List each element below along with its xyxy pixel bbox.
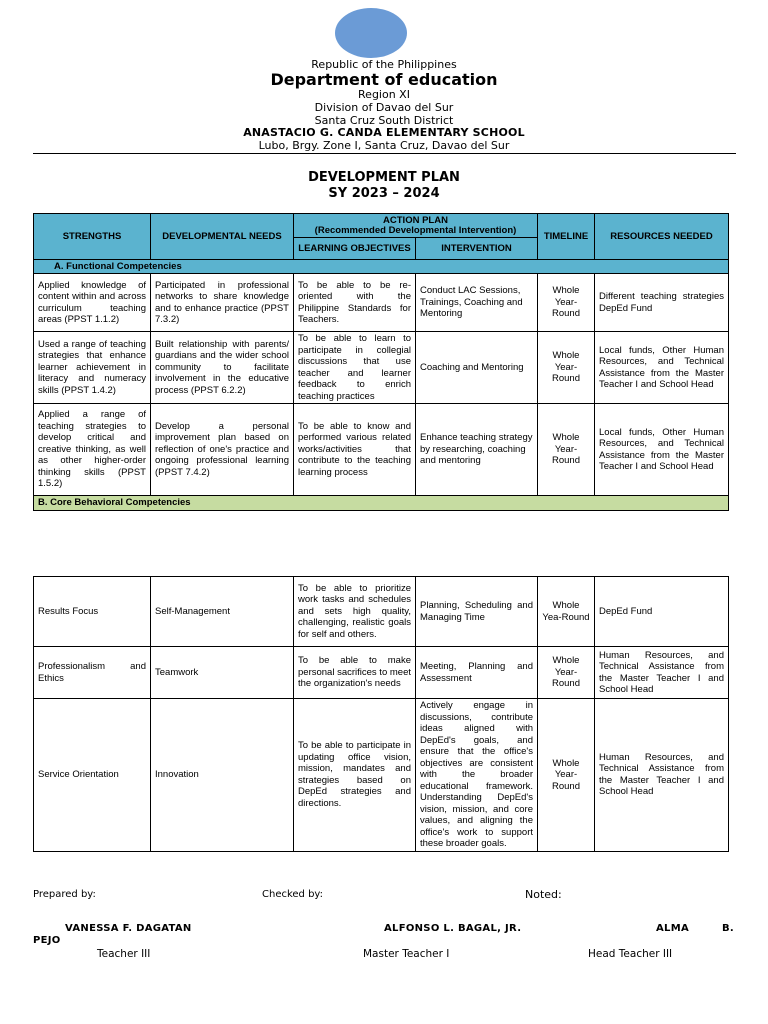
cell-intervention: Planning, Scheduling and Managing Time bbox=[416, 577, 538, 647]
plan-title: DEVELOPMENT PLAN bbox=[308, 170, 460, 185]
cell-objectives: To be able to learn to participate in collegial discussions that use teacher and learner feedback to enrich teaching practices bbox=[294, 332, 416, 404]
plan-table-functional bbox=[33, 213, 729, 511]
cell-needs: Teamwork bbox=[151, 647, 294, 699]
cell-timeline: Whole Year-Round bbox=[538, 404, 595, 496]
cell-resources: Local funds, Other Human Resources, and Technical Assistance from the Master Teacher I and School Head bbox=[595, 404, 729, 496]
header-learning-objectives: LEARNING OBJECTIVES bbox=[294, 238, 416, 260]
cell-resources: Different teaching strategies DepEd Fund bbox=[595, 274, 729, 332]
cell-resources: Human Resources, and Technical Assistance from the Master Teacher I and School Head bbox=[595, 647, 729, 699]
noted-by-name-initial: B. bbox=[722, 923, 735, 934]
cell-objectives: To be able to be re-oriented with the Philippine Standards for Teachers. bbox=[294, 274, 416, 332]
cell-timeline: Whole Yea-Round bbox=[538, 577, 595, 647]
cell-strengths: Service Orientation bbox=[34, 699, 151, 852]
cell-needs: Innovation bbox=[151, 699, 294, 852]
section-a-label: A. Functional Competencies bbox=[34, 260, 729, 274]
header-action-plan-title: ACTION PLAN bbox=[383, 214, 448, 226]
country-line: Republic of the Philippines bbox=[311, 58, 457, 71]
cell-objectives: To be able to prioritize work tasks and schedules and sets high quality, challenging, realistic goals for self and others. bbox=[294, 577, 416, 647]
cell-strengths: Applied a range of teaching strategies to develop critical and creative thinking, as well as other higher-order thinking skills (PPST 1.5.2) bbox=[34, 404, 151, 496]
cell-strengths: Applied knowledge of content within and across curriculum teaching areas (PPST 1.1.2) bbox=[34, 274, 151, 332]
cell-intervention: Conduct LAC Sessions, Trainings, Coaching and Mentoring bbox=[416, 274, 538, 332]
cell-timeline: Whole Year-Round bbox=[538, 647, 595, 699]
noted-label: Noted: bbox=[525, 888, 562, 901]
school-name: ANASTACIO G. CANDA ELEMENTARY SCHOOL bbox=[243, 126, 525, 139]
cell-objectives: To be able to know and performed various related works/activities that contribute to the teaching learning process bbox=[294, 404, 416, 496]
cell-timeline: Whole Year-Round bbox=[538, 332, 595, 404]
cell-intervention: Coaching and Mentoring bbox=[416, 332, 538, 404]
cell-needs: Participated in professional networks to share knowledge and to enhance practice (PPST 7.3.2) bbox=[151, 274, 294, 332]
checked-by-position: Master Teacher I bbox=[363, 948, 450, 960]
cell-needs: Develop a personal improvement plan based on reflection of one's practice and ongoing professional learning (PPST 7.4.2) bbox=[151, 404, 294, 496]
cell-resources: Human Resources, and Technical Assistance from the Master Teacher I and School Head bbox=[595, 699, 729, 852]
prepared-by-name: VANESSA F. DAGATAN bbox=[65, 923, 192, 934]
cell-strengths: Professionalism and Ethics bbox=[34, 647, 151, 699]
header-timeline: TIMELINE bbox=[538, 214, 595, 260]
cell-objectives: To be able to make personal sacrifices to meet the organization's needs bbox=[294, 647, 416, 699]
header-resources-needed: RESOURCES NEEDED bbox=[595, 214, 729, 260]
plan-school-year: SY 2023 – 2024 bbox=[328, 186, 440, 201]
cell-resources: Local funds, Other Human Resources, and Technical Assistance from the Master Teacher I and School Head bbox=[595, 332, 729, 404]
deped-seal bbox=[335, 8, 407, 58]
cell-needs: Self-Management bbox=[151, 577, 294, 647]
section-b-label: B. Core Behavioral Competencies bbox=[34, 496, 729, 511]
cell-timeline: Whole Year-Round bbox=[538, 699, 595, 852]
cell-intervention: Enhance teaching strategy by researching, coaching and mentoring bbox=[416, 404, 538, 496]
district-line: Santa Cruz South District bbox=[314, 114, 454, 127]
region-line: Region XI bbox=[358, 88, 410, 101]
header-strengths: STRENGTHS bbox=[34, 214, 151, 260]
noted-by-position: Head Teacher III bbox=[588, 948, 673, 960]
noted-by-name-last: PEJO bbox=[33, 935, 61, 946]
prepared-by-label: Prepared by: bbox=[33, 889, 96, 900]
header-action-plan bbox=[294, 214, 538, 238]
cell-strengths: Used a range of teaching strategies that enhance learner achievement in literacy and numeracy skills (PPST 1.4.2) bbox=[34, 332, 151, 404]
cell-objectives: To be able to participate in updating office vision, mission, mandates and strategies based on DepEd strategies and directions. bbox=[294, 699, 416, 852]
header-developmental-needs: DEVELOPMENTAL NEEDS bbox=[151, 214, 294, 260]
header-action-plan-subtitle: (Recommended Developmental Intervention) bbox=[314, 224, 517, 236]
cell-needs: Built relationship with parents/ guardians and the wider school community to facilitate involvement in the educative process (PPST 6.2.2) bbox=[151, 332, 294, 404]
department-name: Department of education bbox=[270, 70, 498, 89]
checked-by-label: Checked by: bbox=[262, 889, 323, 900]
header-divider bbox=[33, 153, 736, 154]
table-row bbox=[34, 577, 729, 647]
plan-table-behavioral bbox=[33, 576, 729, 852]
division-line: Division of Davao del Sur bbox=[314, 101, 454, 114]
header-intervention: INTERVENTION bbox=[416, 238, 538, 260]
cell-strengths: Results Focus bbox=[34, 577, 151, 647]
table-row bbox=[34, 404, 729, 496]
table-row bbox=[34, 332, 729, 404]
cell-intervention: Actively engage in discussions, contribute ideas aligned with DepEd's goals, and ensure that the office's objectives are consistent with the broader educational framework. Understanding DepEd's vision, mission, and core values, and aligning the office's work to support these broader goals. bbox=[416, 699, 538, 852]
table-row bbox=[34, 274, 729, 332]
prepared-by-position: Teacher III bbox=[97, 948, 151, 960]
school-address: Lubo, Brgy. Zone I, Santa Cruz, Davao del Sur bbox=[258, 139, 510, 152]
table-row bbox=[34, 647, 729, 699]
checked-by-name: ALFONSO L. BAGAL, JR. bbox=[384, 923, 522, 934]
table-row bbox=[34, 699, 729, 852]
cell-timeline: Whole Year-Round bbox=[538, 274, 595, 332]
noted-by-name-first: ALMA bbox=[656, 923, 690, 934]
cell-intervention: Meeting, Planning and Assessment bbox=[416, 647, 538, 699]
cell-resources: DepEd Fund bbox=[595, 577, 729, 647]
